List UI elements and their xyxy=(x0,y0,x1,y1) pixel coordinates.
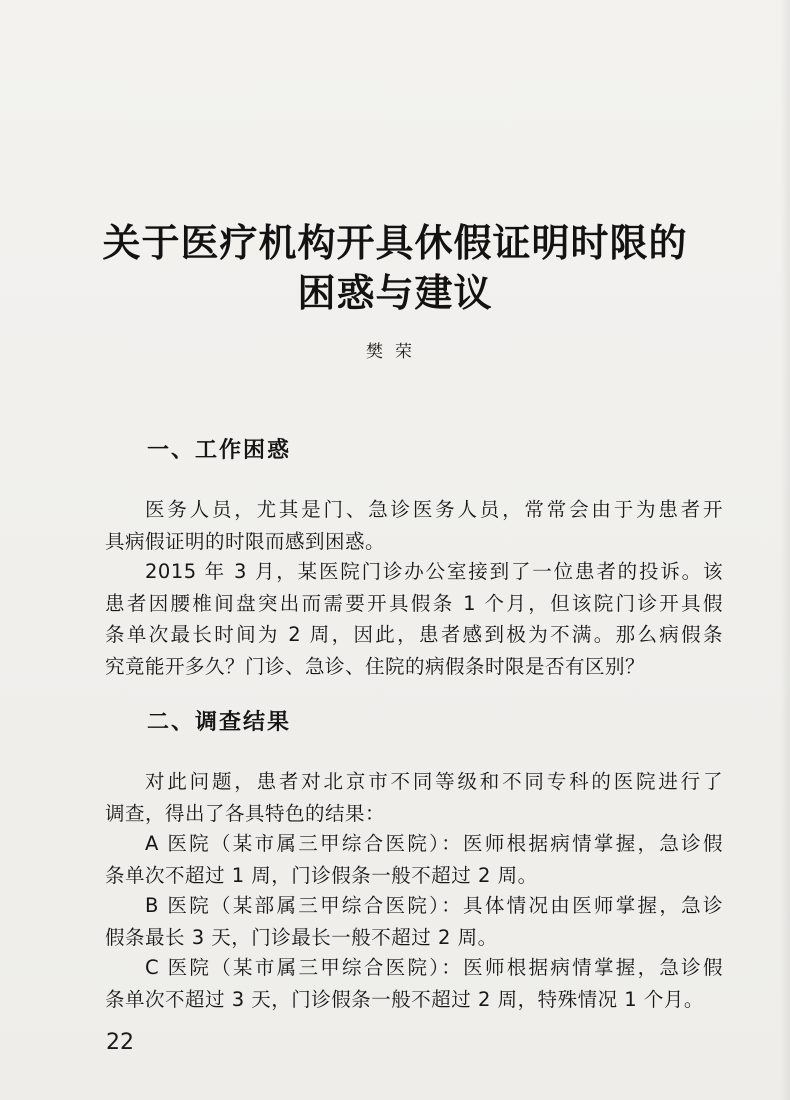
paragraph-line: 2015 年 3 月，某医院门诊办公室接到了一位患者的投诉。该 xyxy=(145,560,723,583)
paragraph-line: 条单次不超过 1 周，门诊假条一般不超过 2 周。 xyxy=(105,863,538,887)
section-heading-work-confusion: 一、工作困惑 xyxy=(147,438,292,463)
paragraph-line: B 医院（某部属三甲综合医院）：具体情况由医师掌握，急诊 xyxy=(145,894,723,917)
paragraph-line: C 医院（某市属三甲综合医院）：医师根据病情掌握，急诊假 xyxy=(145,956,723,979)
paragraph-line: 医务人员，尤其是门、急诊医务人员，常常会由于为患者开 xyxy=(145,498,723,521)
author-name: 樊荣 xyxy=(366,342,424,362)
paragraph-line: 患者因腰椎间盘突出而需要开具假条 1 个月，但该院门诊开具假 xyxy=(105,591,723,615)
paragraph xyxy=(105,766,723,829)
article-title-line-2: 困惑与建议 xyxy=(297,271,493,315)
paragraph-line: 条单次不超过 3 天，门诊假条一般不超过 2 周，特殊情况 1 个月。 xyxy=(105,987,704,1011)
page-number: 22 xyxy=(106,1030,134,1055)
paragraph xyxy=(105,556,723,682)
paragraph-line: A 医院（某市属三甲综合医院）：医师根据病情掌握，急诊假 xyxy=(145,832,723,855)
paragraph-line: 调查，得出了各具特色的结果： xyxy=(105,801,386,825)
page-edge-shadow xyxy=(780,0,790,1100)
article-title-line-1: 关于医疗机构开具休假证明时限的 xyxy=(102,221,688,265)
paragraph-line: 究竟能开多久？门诊、急诊、住院的病假条时限是否有区别？ xyxy=(105,654,646,678)
paragraph-line: 条单次最长时间为 2 周，因此，患者感到极为不满。那么病假条 xyxy=(105,623,723,646)
paragraph-hospital-c xyxy=(105,952,723,1015)
paragraph-line: 对此问题，患者对北京市不同等级和不同专科的医院进行了 xyxy=(145,770,723,793)
paragraph-line: 假条最长 3 天，门诊最长一般不超过 2 周。 xyxy=(105,925,498,949)
section-heading-survey-results: 二、调查结果 xyxy=(147,710,292,735)
paragraph-line: 具病假证明的时限而感到困惑。 xyxy=(105,529,386,553)
paragraph-hospital-a xyxy=(105,828,723,891)
paragraph xyxy=(105,494,723,557)
paragraph-hospital-b xyxy=(105,890,723,953)
